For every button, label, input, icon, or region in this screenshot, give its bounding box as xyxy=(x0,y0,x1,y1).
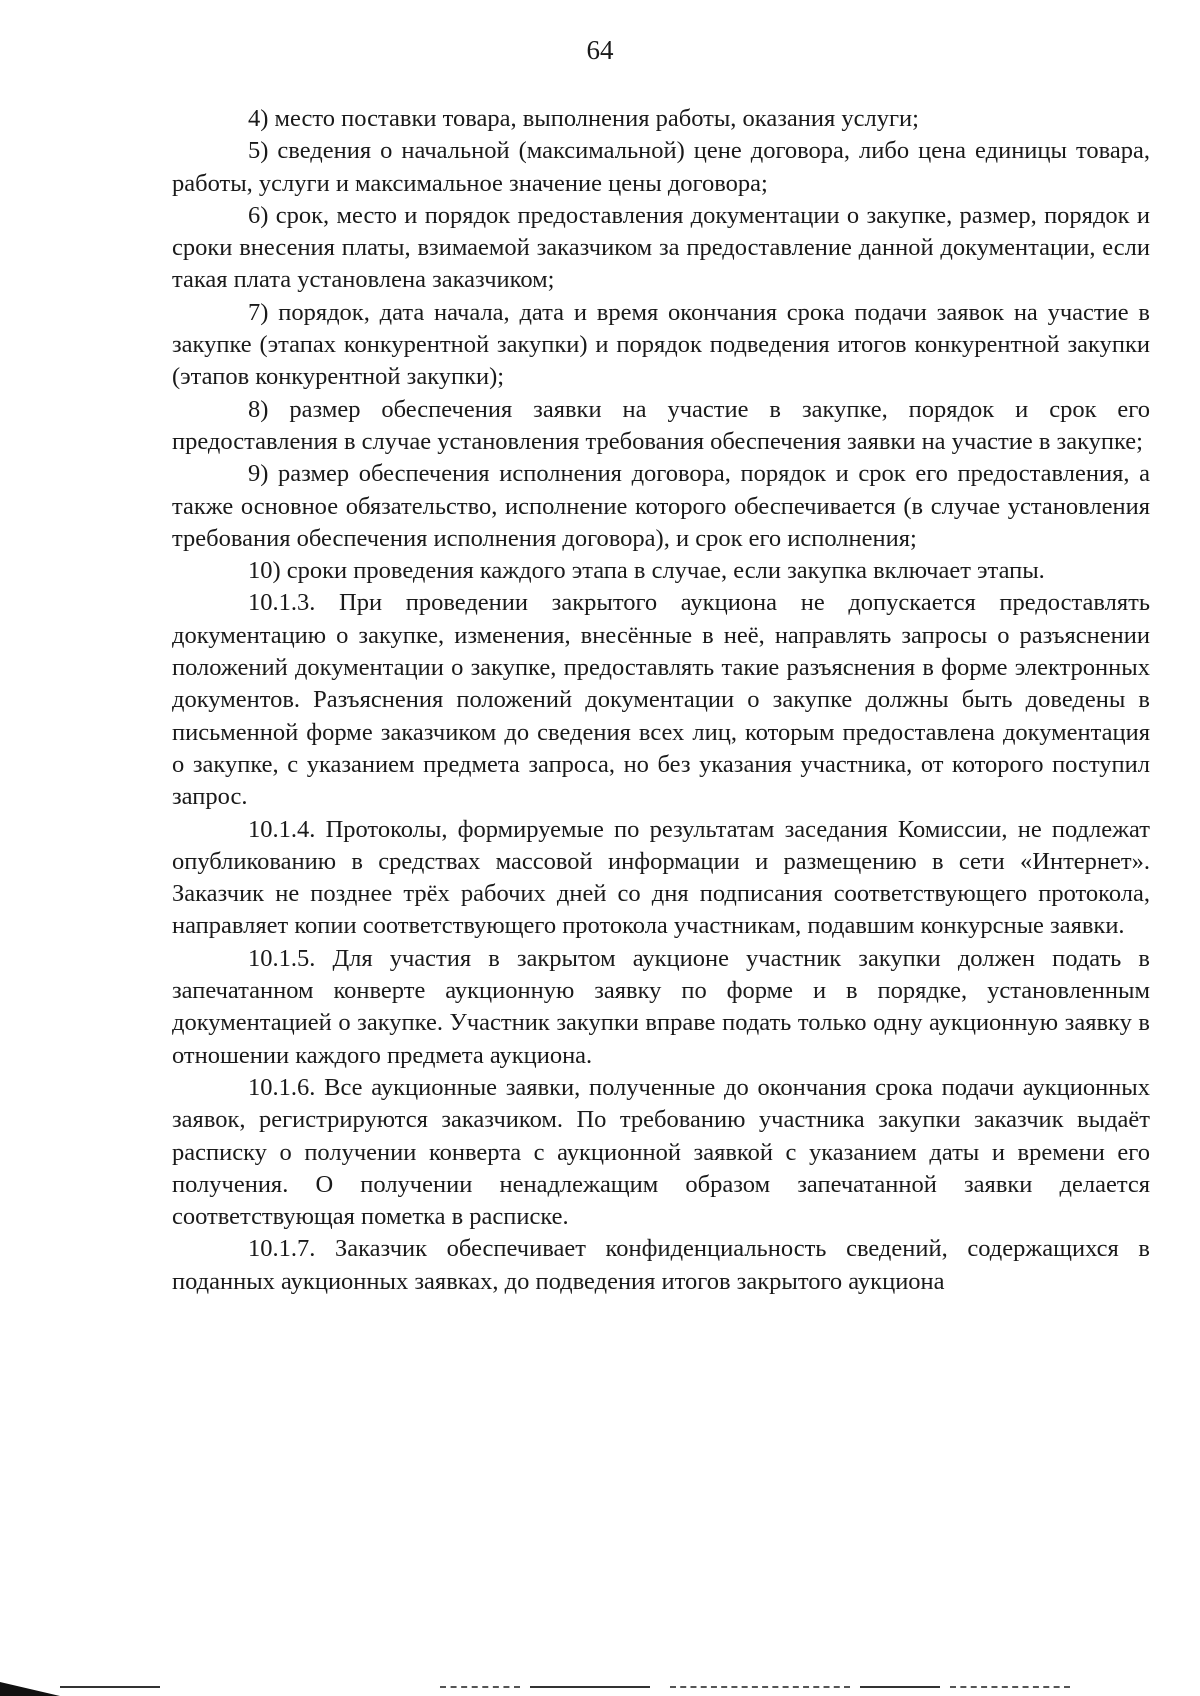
list-item-5: 5) сведения о начальной (максимальной) цене договора, либо цена единицы товара, работы, услуги и максимальное значение цены договора; xyxy=(172,137,1150,197)
list-item-10: 10) сроки проведения каждого этапа в случае, если закупка включает этапы. xyxy=(248,557,1045,585)
scan-edge-line xyxy=(530,1686,650,1688)
scan-edge-line xyxy=(670,1686,850,1688)
list-item-7: 7) порядок, дата начала, дата и время окончания срока подачи заявок на участие в закупке (этапах конкурентной закупки) и порядок подведения итогов конкурентной закупки (этапов конкурентной закупки); xyxy=(172,298,1150,391)
document-body xyxy=(172,103,1150,1298)
page-number: 64 xyxy=(586,35,614,65)
clause-10-1-5: 10.1.5. Для участия в закрытом аукционе участник закупки должен подать в запечатанном конверте аукционную заявку по форме и в порядке, установленным документацией о закупке. Участник закупки вправе подать только одну аукционную заявку в отношении каждого предмета аукциона. xyxy=(172,944,1150,1069)
clause-10-1-7: 10.1.7. Заказчик обеспечивает конфиденциальность сведений, содержащихся в поданных аукционных заявках, до подведения итогов закрытого аукциона xyxy=(172,1235,1150,1295)
list-item-8: 8) размер обеспечения заявки на участие в закупке, порядок и срок его предоставления в случае установления требования обеспечения заявки на участие в закупке; xyxy=(172,395,1150,455)
clause-10-1-3: 10.1.3. При проведении закрытого аукциона не допускается предоставлять документацию о закупке, изменения, внесённые в неё, направлять запросы о разъяснении положений документации о закупке, предоставлять такие разъяснения в форме электронных документов. Разъяснения положений документации о закупке должны быть доведены в письменной форме заказчиком до сведения всех лиц, которым предоставлена документация о закупке, с указанием предмета запроса, но без указания участника, от которого поступил запрос. xyxy=(172,589,1150,811)
scan-edge-line xyxy=(860,1686,940,1688)
clause-10-1-4: 10.1.4. Протоколы, формируемые по результатам заседания Комиссии, не подлежат опубликованию в средствах массовой информации и размещению в сети «Интернет». Заказчик не позднее трёх рабочих дней со дня подписания соответствующего протокола, направляет копии соответствующего протокола участникам, подавшим конкурсные заявки. xyxy=(172,815,1150,940)
scan-edge-line xyxy=(60,1686,160,1688)
list-item-4: 4) место поставки товара, выполнения работы, оказания услуги; xyxy=(248,105,919,132)
scan-corner-mark xyxy=(0,1682,60,1696)
scan-edge-line xyxy=(440,1686,520,1688)
list-item-6: 6) срок, место и порядок предоставления документации о закупке, размер, порядок и сроки внесения платы, взимаемой заказчиком за предоставление данной документации, если такая плата установлена заказчиком; xyxy=(172,201,1150,294)
scan-edge-line xyxy=(950,1686,1070,1688)
clause-10-1-6: 10.1.6. Все аукционные заявки, полученные до окончания срока подачи аукционных заявок, регистрируются заказчиком. По требованию участника закупки заказчик выдаёт расписку о получении конверта с аукционной заявкой с указанием даты и времени его получения. О получении ненадлежащим образом запечатанной заявки делается соответствующая пометка в расписке. xyxy=(172,1073,1150,1231)
list-item-9: 9) размер обеспечения исполнения договора, порядок и срок его предоставления, а также основное обязательство, исполнение которого обеспечивается (в случае установления требования обеспечения исполнения договора), и срок его исполнения; xyxy=(172,460,1150,552)
